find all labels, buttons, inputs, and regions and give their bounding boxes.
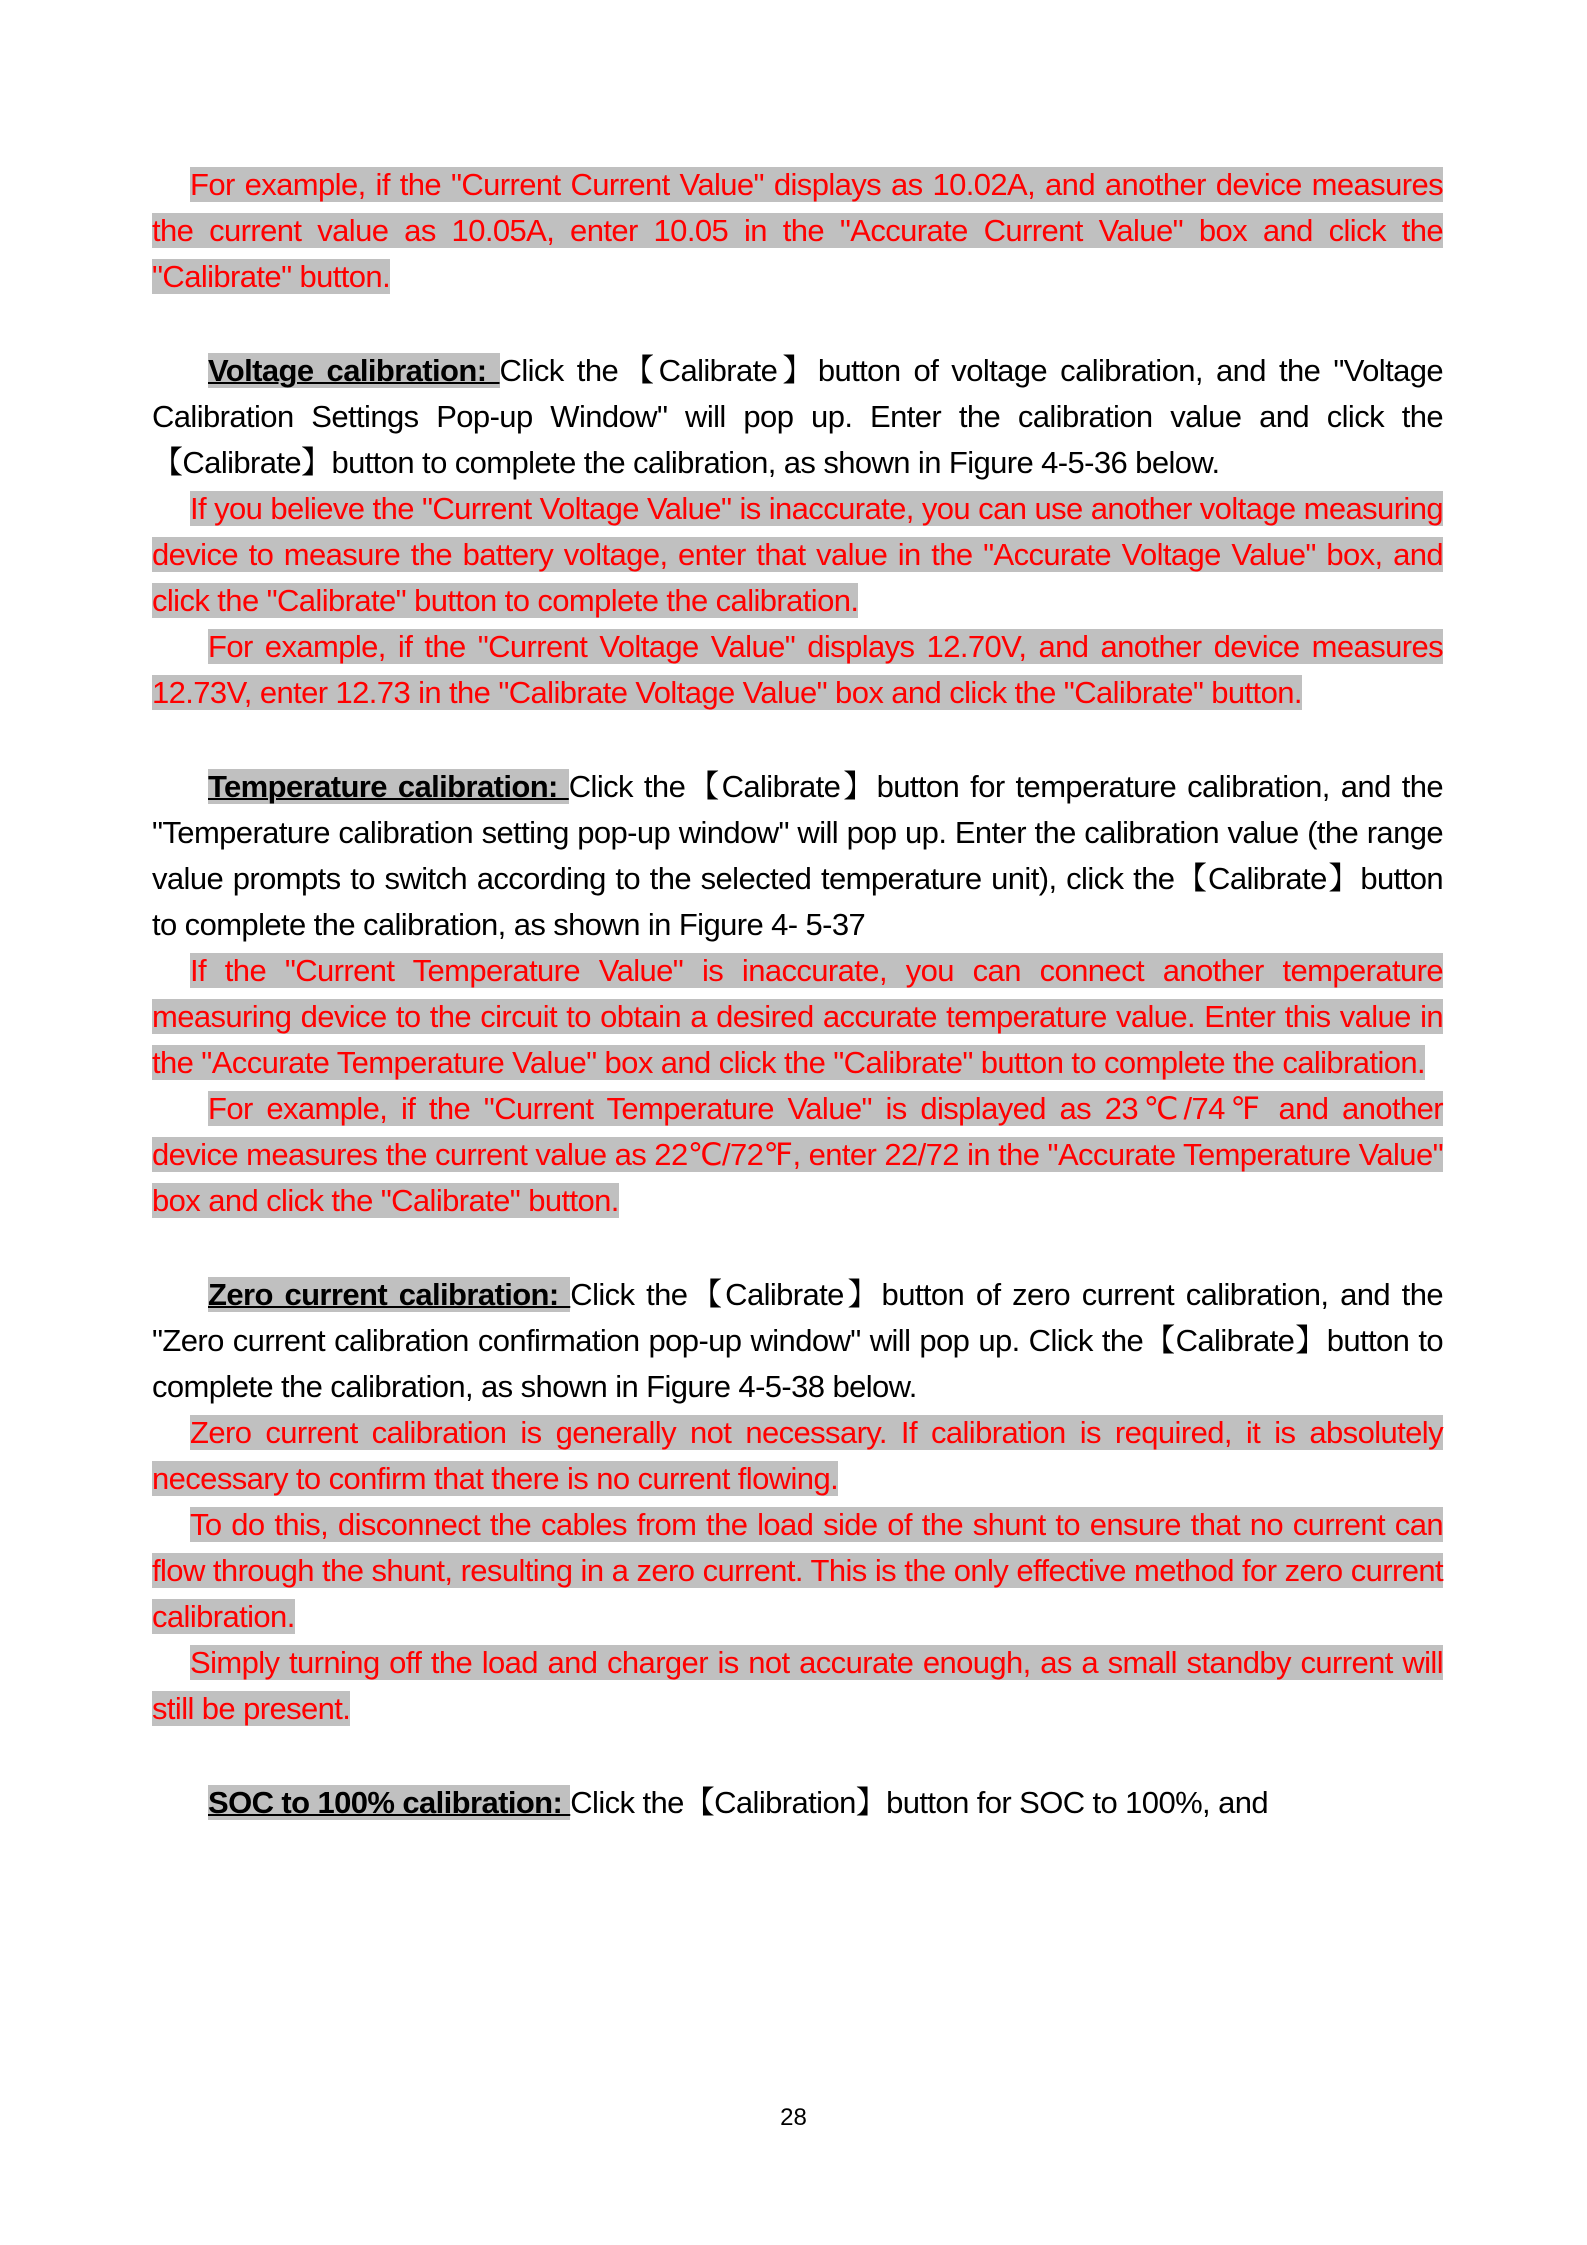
voltage-calibration-example	[152, 624, 1443, 716]
section-gap	[152, 716, 1443, 764]
zero-current-note-1	[152, 1410, 1443, 1502]
temperature-note-text: If the "Current Temperature Value" is inaccurate, you can connect another temperature measuring device to the circuit to obtain a desired accurate temperature value. Enter this value in the "Accurate Temperature Value" box and click the "Calibrate" button to complete the calibration.	[152, 953, 1443, 1080]
section-gap	[152, 1224, 1443, 1272]
soc-calibration-heading: SOC to 100% calibration:	[208, 1785, 571, 1820]
zero-current-note-2	[152, 1502, 1443, 1640]
voltage-note-text: If you believe the "Current Voltage Value" is inaccurate, you can use another voltage measuring device to measure the battery voltage, enter that value in the "Accurate Voltage Value" box, and click the "Calibrate" button to complete the calibration.	[152, 491, 1443, 618]
document-page	[152, 162, 1443, 1826]
temperature-calibration-note	[152, 948, 1443, 1086]
page-number: 28	[780, 2104, 807, 2131]
zero-current-note-2-text: To do this, disconnect the cables from the load side of the shunt to ensure that no current can flow through the shunt, resulting in a zero current. This is the only effective method for zero current calibration.	[152, 1507, 1443, 1634]
temperature-calibration-example	[152, 1086, 1443, 1224]
temperature-calibration-heading: Temperature calibration:	[208, 769, 569, 804]
temperature-calibration-body: Click the【Calibrate】button for temperature calibration, and the "Temperature calibration setting pop-up window" will pop up. Enter the calibration value (the range value prompts to switch according to the selected temperature unit), click the【Calibrate】button to complete the calibration, as shown in Figure 4- 5-37	[152, 769, 1443, 942]
zero-current-calibration-paragraph	[152, 1272, 1443, 1410]
current-calibration-example	[152, 162, 1443, 300]
temperature-calibration-paragraph	[152, 764, 1443, 948]
zero-current-note-3-text: Simply turning off the load and charger is not accurate enough, as a small standby current will still be present.	[152, 1645, 1443, 1726]
soc-calibration-paragraph	[152, 1780, 1443, 1826]
zero-current-calibration-heading: Zero current calibration:	[208, 1277, 571, 1312]
current-example-text: For example, if the "Current Current Value" displays as 10.02A, and another device measures the current value as 10.05A, enter 10.05 in the "Accurate Current Value" box and click the "Calibrate" button.	[152, 167, 1443, 294]
voltage-calibration-body: Click the【Calibrate】button of voltage calibration, and the "Voltage Calibration Settings Pop-up Window" will pop up. Enter the calibration value and click the【Calibrate】button to complete the calibration, as shown in Figure 4-5-36 below.	[152, 353, 1444, 480]
section-gap	[152, 300, 1443, 348]
temperature-example-text: For example, if the "Current Temperature Value" is displayed as 23℃/74℉ and another device measures the current value as 22℃/72℉, enter 22/72 in the "Accurate Temperature Value" box and click the "Calibrate" button.	[152, 1091, 1443, 1218]
voltage-calibration-note	[152, 486, 1443, 624]
soc-calibration-body: Click the【Calibration】button for SOC to 100%, and	[570, 1785, 1269, 1820]
voltage-example-text: For example, if the "Current Voltage Value" displays 12.70V, and another device measures 12.73V, enter 12.73 in the "Calibrate Voltage Value" box and click the "Calibrate" button.	[152, 629, 1443, 710]
zero-current-note-1-text: Zero current calibration is generally not necessary. If calibration is required, it is absolutely necessary to confirm that there is no current flowing.	[152, 1415, 1443, 1496]
voltage-calibration-paragraph	[152, 348, 1443, 486]
voltage-calibration-heading: Voltage calibration:	[208, 353, 500, 388]
zero-current-calibration-body: Click the【Calibrate】button of zero current calibration, and the "Zero current calibration confirmation pop-up window" will pop up. Click the【Calibrate】button to complete the calibration, as shown in Figure 4-5-38 below.	[152, 1277, 1443, 1404]
zero-current-note-3	[152, 1640, 1443, 1732]
section-gap	[152, 1732, 1443, 1780]
